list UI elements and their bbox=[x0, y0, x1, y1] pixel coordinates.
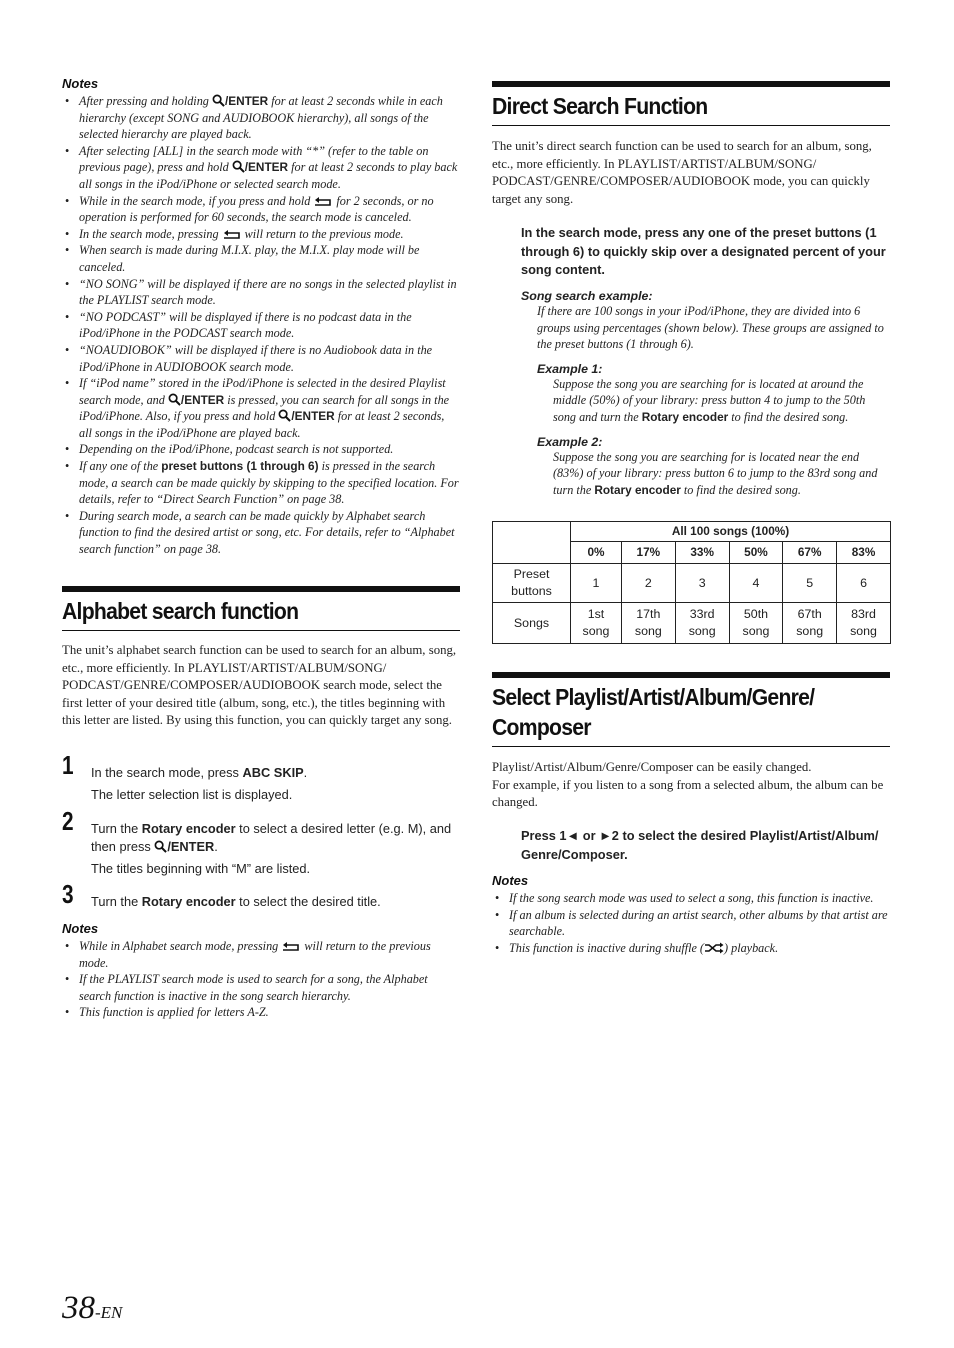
example-title: Example 2: bbox=[537, 434, 603, 449]
table-header: 0% bbox=[571, 542, 622, 564]
step-1: 1 In the search mode, press ABC SKIP. The letter selection list is displayed. bbox=[62, 764, 460, 804]
table-cell: 1st song bbox=[571, 603, 622, 644]
table-cell: 67th song bbox=[783, 603, 837, 644]
example-title: Example 1: bbox=[537, 361, 603, 376]
section-heading bbox=[62, 586, 460, 631]
example-text: Suppose the song you are searching for is located at around the middle (50%) of your library: press button 4 to jump to the 50th song and turn the Rotary encoder to find the desired song. bbox=[553, 376, 866, 424]
select-heading-line2: Composer bbox=[492, 714, 591, 740]
notes-list bbox=[492, 890, 890, 956]
notes-section bbox=[62, 76, 460, 558]
table-row bbox=[493, 603, 891, 644]
list-item: • This function is inactive during shuffle ( ) playback. bbox=[509, 940, 890, 957]
example-text: Suppose the song you are searching for is located near the end (83%) of your library: press button 6 to jump to the 83rd song and turn the Rotary encoder to find the desired song. bbox=[553, 449, 878, 497]
back-icon bbox=[222, 228, 242, 240]
step-number: 1 bbox=[62, 750, 74, 780]
list-item: • While in Alphabet search mode, pressing will return to the previous mode. bbox=[79, 938, 460, 971]
row-label: Preset buttons bbox=[493, 564, 571, 603]
table-header: 67% bbox=[783, 542, 837, 564]
list-item: • During search mode, a search can be made quickly by Alphabet search function to find the desired artist or song, etc. For details, refer to “Alphabet search function” on page 38. bbox=[79, 508, 460, 558]
section-heading bbox=[492, 672, 890, 747]
example-2 bbox=[521, 435, 890, 499]
list-item: • If the song search mode was used to select a song, this function is inactive. bbox=[509, 890, 890, 907]
step-result: The letter selection list is displayed. bbox=[91, 787, 293, 802]
step-3: 3 Turn the Rotary encoder to select the desired title. bbox=[62, 879, 381, 909]
alphabet-search-heading: Alphabet search function bbox=[62, 598, 299, 624]
select-notes bbox=[492, 873, 890, 956]
notes-title: Notes bbox=[62, 921, 99, 936]
example-title: Song search example: bbox=[521, 289, 653, 303]
page-number: 38-EN bbox=[62, 1290, 123, 1326]
song-search-example bbox=[521, 289, 890, 498]
table-cell: 17th song bbox=[621, 603, 675, 644]
search-icon bbox=[278, 409, 291, 422]
step-2: 2 Turn the Rotary encoder to select a desired letter (e.g. M), and then press /ENTER. The titles beginning with “M” are listed. bbox=[62, 820, 460, 878]
shuffle-icon bbox=[704, 942, 724, 954]
intro-line: Playlist/Artist/Album/Genre/Composer can be easily changed. bbox=[492, 760, 812, 774]
notes-list bbox=[62, 938, 460, 1021]
step-result: The titles beginning with “M” are listed. bbox=[91, 861, 311, 876]
table-cell: 1 bbox=[571, 564, 622, 603]
alphabet-notes bbox=[62, 921, 460, 1021]
direct-step: In the search mode, press any one of the preset buttons (1 through 6) to quickly skip over a designated percent of your song content. bbox=[521, 225, 886, 277]
list-item: • If the PLAYLIST search mode is used to search for a song, the Alphabet search function is inactive in the song search hierarchy. bbox=[79, 971, 460, 1004]
example-text: If there are 100 songs in your iPod/iPhone, they are divided into 6 groups using percentages (shown below). These groups are assigned to the preset buttons (1 through 6). bbox=[537, 304, 884, 352]
list-item: • If any one of the preset buttons (1 through 6) is pressed in the search mode, a search can be made quickly by skipping to the specified location. For details, refer to “Direct Search Function” on page 38. bbox=[79, 458, 460, 508]
select-step: Press 1◄ or ►2 to select the desired Playlist/Artist/Album/ Genre/Composer. bbox=[521, 828, 879, 862]
select-intro bbox=[492, 759, 890, 812]
example-1 bbox=[521, 362, 890, 426]
search-icon bbox=[168, 393, 181, 406]
table-header: All 100 songs (100%) bbox=[571, 522, 891, 542]
alphabet-intro: The unit’s alphabet search function can be used to search for an album, song, etc., more efficiently. In PLAYLIST/ARTIST/ALBUM/SONG/ PODCAST/GENRE/COMPOSER/AUDIOBOOK search mode, select the first letter of your desired title (album, song, etc.), the titles beginning with this letter are listed. By using this function, you can quickly target any song. bbox=[62, 643, 457, 728]
table-cell: 4 bbox=[729, 564, 783, 603]
table-cell: 6 bbox=[837, 564, 891, 603]
step-number: 2 bbox=[62, 806, 74, 836]
table-cell: 33rd song bbox=[675, 603, 729, 644]
back-icon bbox=[281, 940, 301, 952]
search-icon bbox=[154, 840, 167, 853]
select-heading-line1: Select Playlist/Artist/Album/Genre/ bbox=[492, 684, 815, 710]
direct-intro: The unit’s direct search function can be used to search for an album, song, etc., more efficiently. In PLAYLIST/ARTIST/ALBUM/SONG/ PODCAST/GENRE/COMPOSER/AUDIOBOOK mode, you can quickly target any song. bbox=[492, 139, 872, 206]
table-row bbox=[493, 564, 891, 603]
table-cell: 83rd song bbox=[837, 603, 891, 644]
table-cell: 2 bbox=[621, 564, 675, 603]
step-number: 3 bbox=[62, 879, 74, 909]
table-header: 33% bbox=[675, 542, 729, 564]
row-label: Songs bbox=[493, 603, 571, 644]
list-item: • After selecting [ALL] in the search mode with “*” (refer to the table on previous page), press and hold /ENTER for at least 2 seconds to play back all songs in the iPod/iPhone or selected search mode. bbox=[79, 143, 460, 193]
notes-list bbox=[62, 93, 460, 558]
table-header: 17% bbox=[621, 542, 675, 564]
list-item: • Depending on the iPod/iPhone, podcast search is not supported. bbox=[79, 441, 460, 458]
table-header: 83% bbox=[837, 542, 891, 564]
list-item: • After pressing and holding /ENTER for at least 2 seconds while in each hierarchy (except SONG and AUDIOBOOK hierarchy), all songs of the selected hierarchy are played back. bbox=[79, 93, 460, 143]
direct-search-heading: Direct Search Function bbox=[492, 93, 708, 119]
table-cell: 50th song bbox=[729, 603, 783, 644]
list-item: • This function is applied for letters A-Z. bbox=[79, 1004, 460, 1021]
notes-title: Notes bbox=[492, 873, 529, 888]
list-item: • While in the search mode, if you press and hold for 2 seconds, or no operation is performed for 60 seconds, the search mode is canceled. bbox=[79, 193, 460, 226]
list-item: • “NO SONG” will be displayed if there are no songs in the selected playlist in the PLAYLIST search mode. bbox=[79, 276, 460, 309]
table-cell bbox=[493, 522, 571, 564]
list-item: • If an album is selected during an artist search, other albums by that artist are searchable. bbox=[509, 907, 890, 940]
list-item: • “NOAUDIOBOK” will be displayed if there is no Audiobook data in the iPod/iPhone in AUDIOBOOK search mode. bbox=[79, 342, 460, 375]
search-icon bbox=[212, 94, 225, 107]
list-item: • “NO PODCAST” will be displayed if there is no podcast data in the iPod/iPhone in the PODCAST search mode. bbox=[79, 309, 460, 342]
section-heading bbox=[492, 81, 890, 126]
notes-title: Notes bbox=[62, 76, 99, 91]
table-cell: 3 bbox=[675, 564, 729, 603]
intro-line: For example, if you listen to a song from a selected album, the album can be changed. bbox=[492, 777, 884, 810]
list-item: • In the search mode, pressing will return to the previous mode. bbox=[79, 226, 460, 243]
list-item: • When search is made during M.I.X. play, the M.I.X. play mode will be canceled. bbox=[79, 242, 460, 275]
back-icon bbox=[313, 195, 333, 207]
table-cell: 5 bbox=[783, 564, 837, 603]
percent-table bbox=[492, 521, 891, 644]
list-item: • If “iPod name” stored in the iPod/iPhone is selected in the desired Playlist search mode, and /ENTER is pressed, you can search for all songs in the iPod/iPhone. Also, if you press and hold /ENTER for at least 2 seconds, all songs in the iPod/iPhone are played back. bbox=[79, 375, 460, 441]
table-header: 50% bbox=[729, 542, 783, 564]
search-icon bbox=[232, 160, 245, 173]
